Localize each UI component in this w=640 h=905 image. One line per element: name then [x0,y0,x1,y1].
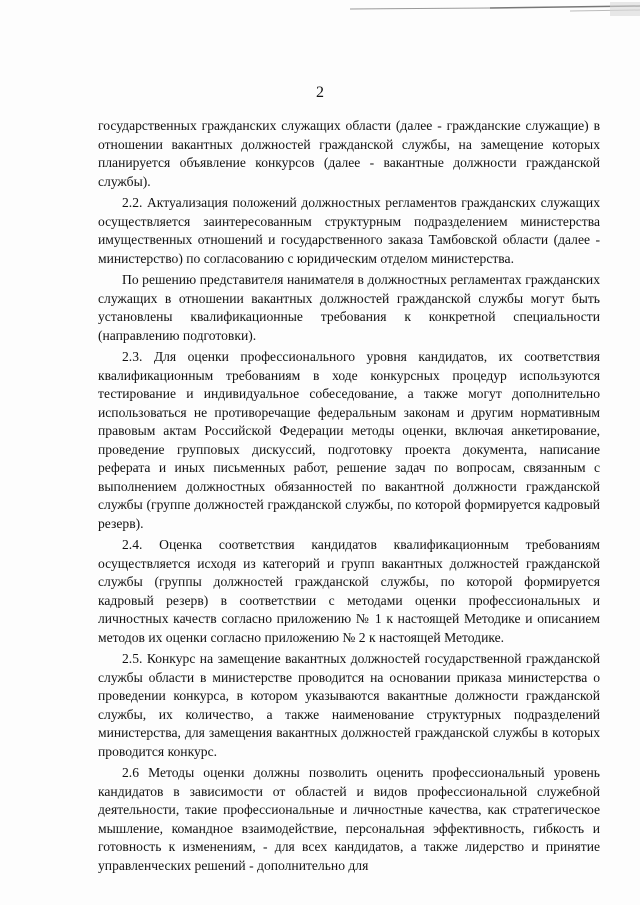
paragraph-continuation: государственных гражданских служащих области (далее - гражданские служащие) в отношении вакантных должностей гражданской службы, на замещение которых планируется объявление конкурсов (далее - вакантные должности гражданской службы). [98,118,600,189]
scan-edge-artifact [340,0,640,20]
document-body [98,117,600,875]
paragraph-2-4: 2.4. Оценка соответствия кандидатов квалификационным требованиям осуществляется исходя из категорий и групп вакантных должностей гражданской службы (группы должностей гражданской службы, по которой формируется кадровый резерв) в соответствии с методами оценки профессиональных и личностных качеств согласно приложению № 1 к настоящей Методике и описанием методов их оценки согласно приложению № 2 к настоящей Методике. [98,537,600,645]
paragraph-2-5: 2.5. Конкурс на замещение вакантных должностей государственной гражданской службы области в министерстве проводится на основании приказа министерства о проведении конкурса, в котором указываются вакантные должности гражданской службы, их количество, а также наименование структурных подразделений министерства, для замещения вакантных должностей гражданской службы в которых проводится конкурс. [98,651,600,759]
paragraph-2-2: 2.2. Актуализация положений должностных регламентов гражданских служащих осуществляется заинтересованным структурным подразделением министерства имущественных отношений и государственного заказа Тамбовской области (далее - министерство) по согласованию с юридическим отделом министерства. [98,195,600,266]
paragraph-2-3: 2.3. Для оценки профессионального уровня кандидатов, их соответствия квалификационным требованиям в ходе конкурсных процедур используются тестирование и индивидуальное собеседование, а также могут дополнительно использоваться не противоречащие федеральным законам и другим нормативным правовым актам Российской Федерации методы оценки, включая анкетирование, проведение групповых дискуссий, подготовку проекта документа, написание реферата и иных письменных работ, решение задач по вопросам, связанным с выполнением должностных обязанностей по вакантной должности гражданской службы (группе должностей гражданской службы, по которой формируется кадровый резерв). [98,349,600,531]
paragraph-employer-decision: По решению представителя нанимателя в должностных регламентах гражданских служащих в отношении вакантных должностей гражданской службы могут быть установлены квалификационные требования к конкретной специальности (направлению подготовки). [98,272,600,343]
page-number: 2 [316,84,324,101]
paragraph-2-6: 2.6 Методы оценки должны позволить оценить профессиональный уровень кандидатов в зависимости от областей и видов профессиональной служебной деятельности, такие профессиональные и личностные качества, как стратегическое мышление, командное взаимодействие, персональная эффективность, гибкость и готовность к изменениям, - для всех кандидатов, а также лидерство и принятие управленческих решений - дополнительно для [98,765,600,873]
